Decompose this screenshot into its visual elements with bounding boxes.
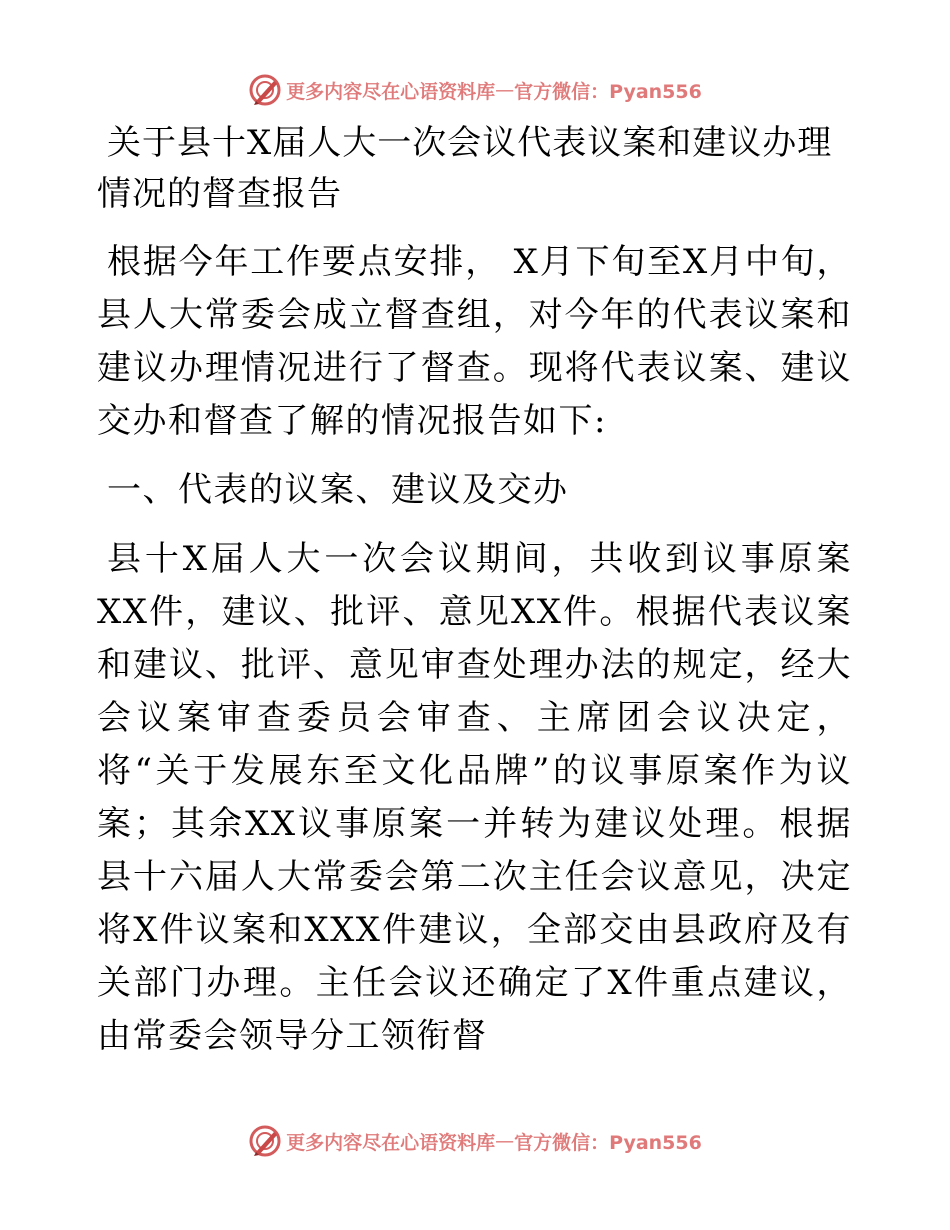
intro-paragraph: 根据今年工作要点安排， X月下旬至X月中旬，县人大常委会成立督查组，对今年的代表议案和建议办理情况进行了督查。现将代表议案、建议交办和督查了解的情况报告如下: bbox=[97, 242, 852, 441]
title-line-2: 情况的督查报告 bbox=[97, 174, 342, 214]
pen-logo-icon bbox=[248, 1124, 282, 1158]
banner-text: 更多内容尽在心语资料库 bbox=[286, 1131, 496, 1154]
banner-wechat: 官方微信：Pyan556 bbox=[514, 80, 702, 103]
title-line-1: 关于县十X届人大一次会议代表议案和建议办理 bbox=[107, 123, 833, 163]
document-title bbox=[97, 118, 852, 220]
banner-wechat: 官方微信：Pyan556 bbox=[514, 1131, 702, 1154]
pen-logo-icon bbox=[248, 73, 282, 107]
banner-dash: — bbox=[495, 1130, 515, 1152]
footer-banner bbox=[0, 1121, 950, 1161]
banner-text: 更多内容尽在心语资料库 bbox=[286, 80, 496, 103]
section-1-heading: 一、代表的议案、建议及交办 bbox=[107, 470, 569, 510]
section-1-paragraph: 县十X届人大一次会议期间，共收到议事原案XX件，建议、批评、意见XX件。根据代表议案和建议、批评、意见审查处理办法的规定，经大会议案审查委员会审查、主席团会议决定，将“关于发展东至文化品牌”的议事原案作为议案；其余XX议事原案一并转为建议处理。根据县十六届人大常委会第二次主任会议意见，决定将X件议案和XXX件建议，全部交由县政府及有关部门办理。主任会议还确定了X件重点建议，由常委会领导分工领衔督 bbox=[97, 539, 852, 1056]
header-banner bbox=[0, 70, 950, 110]
document-body bbox=[97, 118, 852, 1079]
banner-dash: — bbox=[495, 79, 515, 101]
